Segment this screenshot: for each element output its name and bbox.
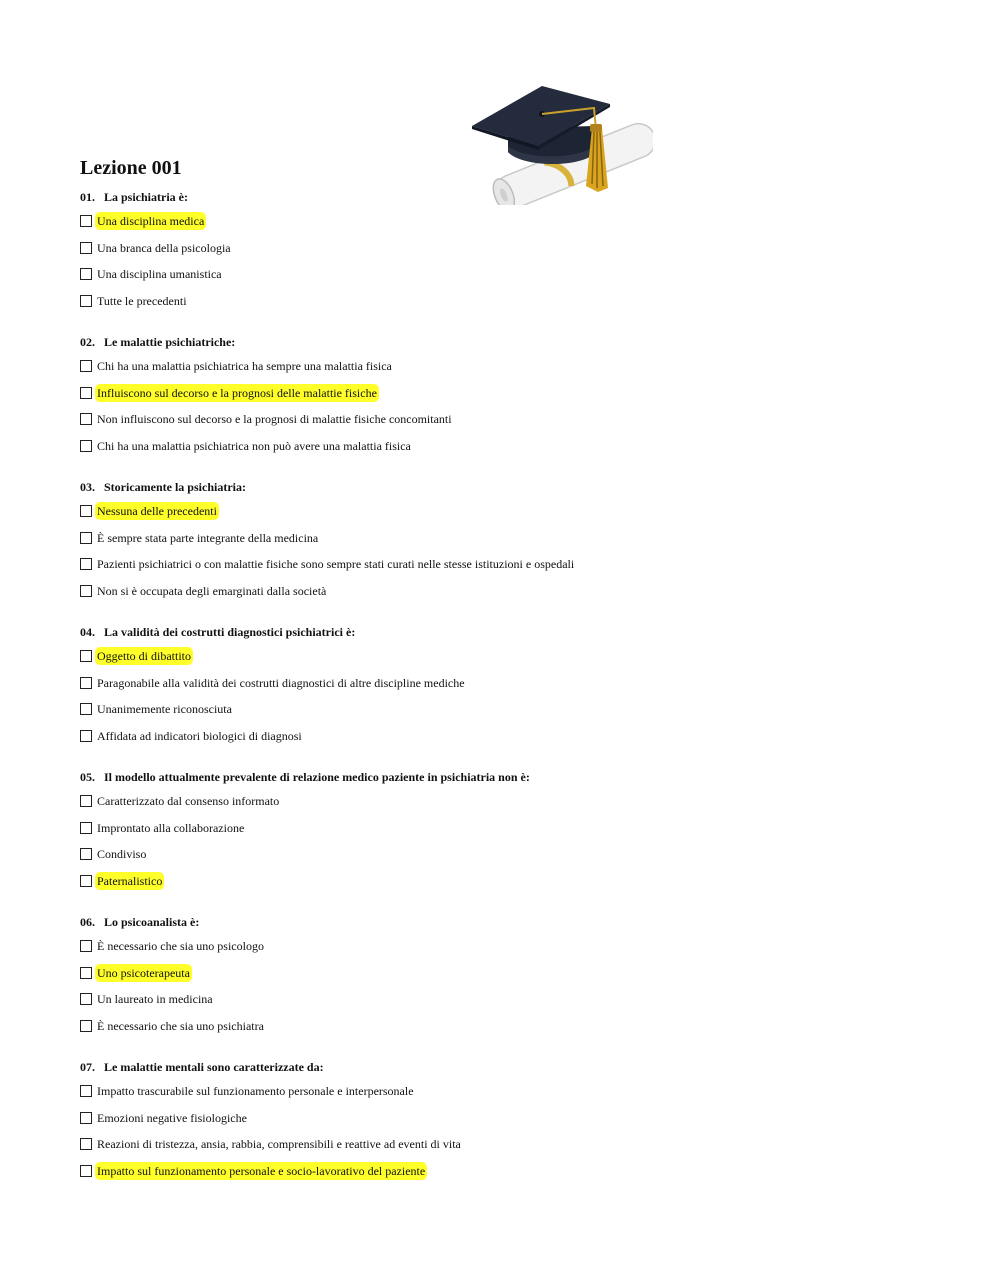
- answer-text: Una disciplina umanistica: [97, 267, 222, 282]
- answer-text: Non si è occupata degli emarginati dalla società: [97, 583, 327, 598]
- answer-option[interactable]: [80, 986, 960, 1013]
- answer-option[interactable]: [80, 841, 960, 868]
- answer-checkbox[interactable]: [80, 967, 92, 979]
- question-block: [80, 1056, 960, 1201]
- question-text: Le malattie mentali sono caratterizzate da:: [104, 1060, 324, 1074]
- answer-checkbox[interactable]: [80, 795, 92, 807]
- question-number: 05.: [80, 770, 95, 784]
- answer-checkbox[interactable]: [80, 268, 92, 280]
- answer-option[interactable]: [80, 433, 960, 460]
- question-block: [80, 186, 960, 331]
- answer-checkbox[interactable]: [80, 730, 92, 742]
- answer-checkbox[interactable]: [80, 387, 92, 399]
- answer-checkbox[interactable]: [80, 413, 92, 425]
- answer-option[interactable]: [80, 696, 960, 723]
- answer-text: Impatto trascurabile sul funzionamento personale e interpersonale: [97, 1084, 414, 1099]
- answer-checkbox[interactable]: [80, 215, 92, 227]
- answer-option[interactable]: [80, 208, 960, 235]
- answer-text: Chi ha una malattia psichiatrica non può avere una malattia fisica: [97, 438, 411, 453]
- question-text: Il modello attualmente prevalente di relazione medico paziente in psichiatria non è:: [104, 770, 530, 784]
- answer-option[interactable]: [80, 1078, 960, 1105]
- answer-option[interactable]: [80, 1105, 960, 1132]
- answer-checkbox[interactable]: [80, 1112, 92, 1124]
- answer-checkbox[interactable]: [80, 1138, 92, 1150]
- answer-text: È sempre stata parte integrante della medicina: [97, 530, 319, 545]
- question-block: [80, 331, 960, 476]
- answer-text: È necessario che sia uno psichiatra: [97, 1018, 264, 1033]
- answer-option[interactable]: [80, 1013, 960, 1040]
- answer-text: Non influiscono sul decorso e la prognosi di malattie fisiche concomitanti: [97, 412, 452, 427]
- answer-checkbox[interactable]: [80, 703, 92, 715]
- answer-option[interactable]: [80, 670, 960, 697]
- question-number: 01.: [80, 190, 95, 204]
- answer-option[interactable]: [80, 261, 960, 288]
- answer-option[interactable]: [80, 235, 960, 262]
- answer-checkbox[interactable]: [80, 650, 92, 662]
- correct-answer-text: Nessuna delle precedenti: [97, 504, 217, 519]
- answer-text: Emozioni negative fisiologiche: [97, 1110, 247, 1125]
- answer-text: È necessario che sia uno psicologo: [97, 939, 264, 954]
- answer-checkbox[interactable]: [80, 532, 92, 544]
- question-heading: [80, 476, 960, 498]
- answer-option[interactable]: [80, 960, 960, 987]
- question-number: 03.: [80, 480, 95, 494]
- answer-text: Paragonabile alla validità dei costrutti diagnostici di altre discipline mediche: [97, 675, 465, 690]
- question-number: 07.: [80, 1060, 95, 1074]
- question-text: Le malattie psichiatriche:: [104, 335, 236, 349]
- question-text: La validità dei costrutti diagnostici psichiatrici è:: [104, 625, 356, 639]
- answer-text: Improntato alla collaborazione: [97, 820, 245, 835]
- answer-checkbox[interactable]: [80, 505, 92, 517]
- answer-checkbox[interactable]: [80, 440, 92, 452]
- answer-option[interactable]: [80, 868, 960, 895]
- question-text: La psichiatria è:: [104, 190, 188, 204]
- answer-checkbox[interactable]: [80, 848, 92, 860]
- question-heading: [80, 331, 960, 353]
- answer-option[interactable]: [80, 525, 960, 552]
- answer-text: Pazienti psichiatrici o con malattie fisiche sono sempre stati curati nelle stesse istituzioni e ospedali: [97, 557, 575, 572]
- question-heading: [80, 911, 960, 933]
- question-heading: [80, 766, 960, 788]
- answer-checkbox[interactable]: [80, 1165, 92, 1177]
- question-text: Storicamente la psichiatria:: [104, 480, 246, 494]
- answer-text: Affidata ad indicatori biologici di diagnosi: [97, 728, 302, 743]
- answer-checkbox[interactable]: [80, 1020, 92, 1032]
- answer-checkbox[interactable]: [80, 585, 92, 597]
- answer-checkbox[interactable]: [80, 822, 92, 834]
- answer-option[interactable]: [80, 933, 960, 960]
- answer-option[interactable]: [80, 353, 960, 380]
- correct-answer-text: Uno psicoterapeuta: [97, 965, 190, 980]
- answer-checkbox[interactable]: [80, 993, 92, 1005]
- question-heading: [80, 621, 960, 643]
- answer-text: Chi ha una malattia psichiatrica ha sempre una malattia fisica: [97, 359, 392, 374]
- answer-checkbox[interactable]: [80, 940, 92, 952]
- answer-option[interactable]: [80, 1131, 960, 1158]
- answer-checkbox[interactable]: [80, 677, 92, 689]
- answer-checkbox[interactable]: [80, 295, 92, 307]
- answer-option[interactable]: [80, 380, 960, 407]
- question-number: 06.: [80, 915, 95, 929]
- correct-answer-text: Paternalistico: [97, 873, 163, 888]
- question-block: [80, 766, 960, 911]
- answer-checkbox[interactable]: [80, 558, 92, 570]
- answer-text: Condiviso: [97, 847, 147, 862]
- correct-answer-text: Una disciplina medica: [97, 214, 205, 229]
- question-heading: [80, 186, 960, 208]
- page-title: Lezione 001: [80, 157, 182, 179]
- question-number: 04.: [80, 625, 95, 639]
- question-heading: [80, 1056, 960, 1078]
- answer-option[interactable]: [80, 723, 960, 750]
- question-block: [80, 621, 960, 766]
- question-block: [80, 476, 960, 621]
- answer-checkbox[interactable]: [80, 360, 92, 372]
- correct-answer-text: Oggetto di dibattito: [97, 649, 191, 664]
- answer-option[interactable]: [80, 288, 960, 315]
- answer-text: Tutte le precedenti: [97, 293, 187, 308]
- question-block: [80, 911, 960, 1056]
- answer-option[interactable]: [80, 406, 960, 433]
- answer-text: Una branca della psicologia: [97, 240, 231, 255]
- answer-checkbox[interactable]: [80, 875, 92, 887]
- answer-text: Unanimemente riconosciuta: [97, 702, 232, 717]
- answer-option[interactable]: [80, 578, 960, 605]
- correct-answer-text: Impatto sul funzionamento personale e socio-lavorativo del paziente: [97, 1163, 426, 1178]
- answer-option[interactable]: [80, 815, 960, 842]
- answer-option[interactable]: [80, 1158, 960, 1185]
- answer-checkbox[interactable]: [80, 242, 92, 254]
- answer-option[interactable]: [80, 643, 960, 670]
- answer-option[interactable]: [80, 498, 960, 525]
- question-number: 02.: [80, 335, 95, 349]
- answer-text: Un laureato in medicina: [97, 992, 213, 1007]
- answer-option[interactable]: [80, 788, 960, 815]
- answer-text: Caratterizzato dal consenso informato: [97, 794, 280, 809]
- question-list: [80, 186, 960, 1201]
- question-text: Lo psicoanalista è:: [104, 915, 200, 929]
- answer-option[interactable]: [80, 551, 960, 578]
- answer-checkbox[interactable]: [80, 1085, 92, 1097]
- correct-answer-text: Influiscono sul decorso e la prognosi delle malattie fisiche: [97, 385, 377, 400]
- answer-text: Reazioni di tristezza, ansia, rabbia, comprensibili e reattive ad eventi di vita: [97, 1137, 461, 1152]
